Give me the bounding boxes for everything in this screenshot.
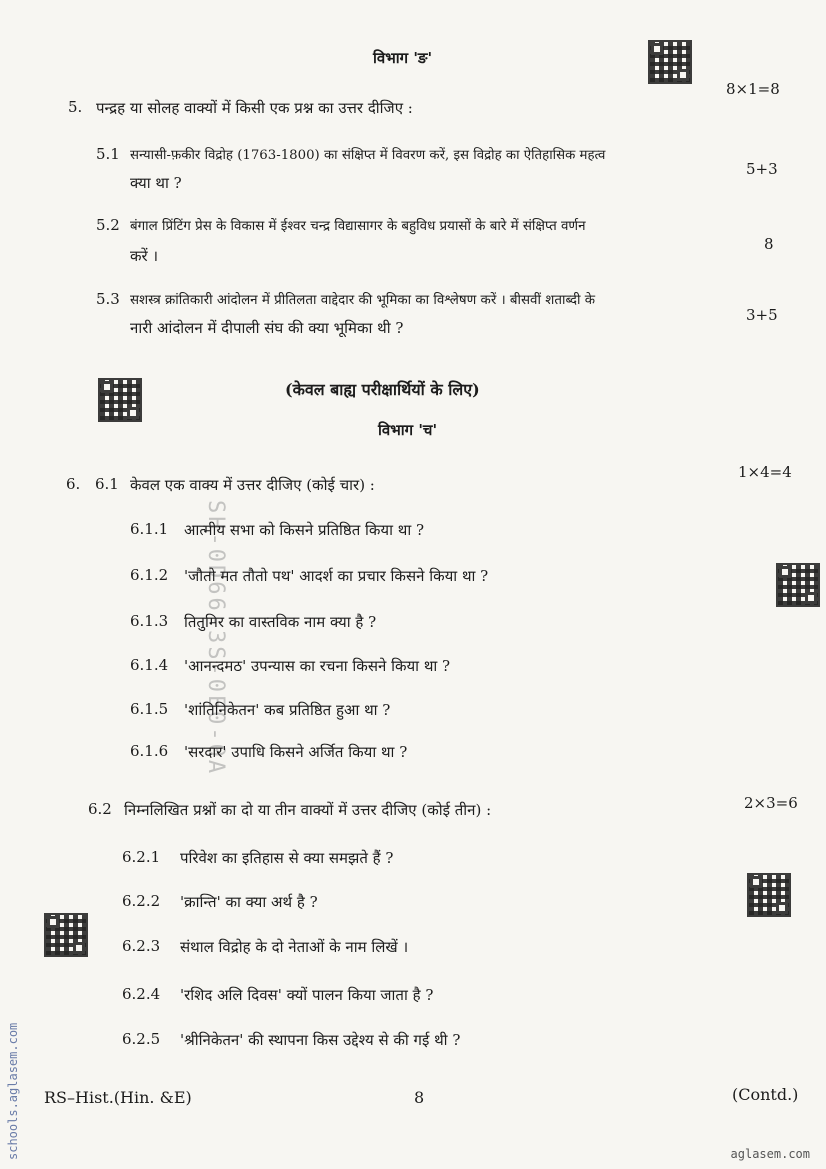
question-5-3-marks: 3+5 [746, 306, 778, 324]
question-6-2-1-number: 6.2.1 [122, 848, 161, 866]
question-6-2-5-number: 6.2.5 [122, 1030, 161, 1048]
question-5-text: पन्द्रह या सोलह वाक्यों में किसी एक प्रश्न का उत्तर दीजिए : [96, 99, 413, 117]
question-6-1-3-text: तितुमिर का वास्तविक नाम क्या है ? [184, 613, 377, 631]
question-5-1-line2: क्या था ? [130, 174, 182, 192]
question-6-2-1-text: परिवेश का इतिहास से क्या समझते हैं ? [180, 849, 394, 867]
question-6-2-4-number: 6.2.4 [122, 985, 161, 1003]
question-6-number: 6. [66, 475, 81, 493]
question-6-2-2-text: 'क्रान्ति' का क्या अर्थ है ? [180, 893, 318, 911]
question-6-2-marks: 2×3=6 [744, 794, 798, 812]
question-6-1-marks: 1×4=4 [738, 463, 792, 481]
question-5-2-marks: 8 [764, 235, 774, 253]
question-5-2-line1: बंगाल प्रिंटिंग प्रेस के विकास में ईश्वर चन्द्र विद्यासागर के बहुविध प्रयासों के बारे में संक्षिप्त वर्णन [130, 219, 586, 234]
question-6-2-2-number: 6.2.2 [122, 892, 161, 910]
qr-code-section-e-left [98, 378, 142, 422]
question-6-2-5-text: 'श्रीनिकेतन' की स्थापना किस उद्देश्य से की गई थी ? [180, 1031, 461, 1049]
question-6-1-number: 6.1 [95, 475, 119, 493]
question-5-1-number: 5.1 [96, 145, 120, 163]
question-5-number: 5. [68, 98, 83, 116]
section-e-heading: विभाग 'च' [378, 421, 438, 439]
bottom-url-text: aglasem.com [730, 1147, 810, 1161]
side-url-text: schools.aglasem.com [6, 1022, 20, 1160]
question-6-2-4-text: 'रशिद अलि दिवस' क्यों पालन किया जाता है ? [180, 986, 434, 1004]
question-6-1-6-text: 'सरदार' उपाधि किसने अर्जित किया था ? [184, 743, 408, 761]
question-6-1-4-text: 'आनन्दमठ' उपन्यास का रचना किसने किया था ? [184, 657, 451, 675]
question-5-2-line2: करें । [130, 247, 159, 265]
question-6-1-text: केवल एक वाक्य में उत्तर दीजिए (कोई चार) : [130, 476, 375, 494]
question-6-1-1-number: 6.1.1 [130, 520, 169, 538]
external-candidates-note: (केवल बाह्य परीक्षार्थियों के लिए) [285, 380, 480, 399]
watermark-text: SH-0D66-3S-0E0-0A [203, 500, 228, 777]
question-5-1-marks: 5+3 [746, 160, 778, 178]
page-number: 8 [414, 1088, 425, 1107]
question-6-1-3-number: 6.1.3 [130, 612, 169, 630]
question-6-1-5-text: 'शांतिनिकेतन' कब प्रतिष्ठित हुआ था ? [184, 701, 391, 719]
question-6-1-6-number: 6.1.6 [130, 742, 169, 760]
question-5-3-number: 5.3 [96, 290, 120, 308]
question-6-2-3-text: संथाल विद्रोह के दो नेताओं के नाम लिखें । [180, 938, 409, 956]
question-6-1-1-text: आत्मीय सभा को किसने प्रतिष्ठित किया था ? [184, 521, 425, 539]
question-5-1-line1: सन्यासी-फ़कीर विद्रोह (1763-1800) का संक्षिप्त में विवरण करें, इस विद्रोह का ऐतिहासिक महत्व [130, 148, 606, 163]
qr-code-right-lower [747, 873, 791, 917]
question-6-1-4-number: 6.1.4 [130, 656, 169, 674]
section-d-heading: विभाग 'ङ' [373, 49, 433, 67]
question-6-1-2-number: 6.1.2 [130, 566, 169, 584]
question-5-2-number: 5.2 [96, 216, 120, 234]
qr-code-right-middle [776, 563, 820, 607]
question-6-2-3-number: 6.2.3 [122, 937, 161, 955]
qr-code-top-right [648, 40, 692, 84]
section-d-marks: 8×1=8 [726, 80, 780, 98]
question-6-1-5-number: 6.1.5 [130, 700, 169, 718]
paper-code: RS–Hist.(Hin. &E) [44, 1088, 192, 1107]
question-6-2-text: निम्नलिखित प्रश्नों का दो या तीन वाक्यों में उत्तर दीजिए (कोई तीन) : [124, 801, 492, 819]
question-5-3-line1: सशस्त्र क्रांतिकारी आंदोलन में प्रीतिलता वाद्देदार की भूमिका का विश्लेषण करें । बीसवीं शताब्दी के [130, 293, 596, 308]
qr-code-left-lower [44, 913, 88, 957]
question-6-1-2-text: 'जौतो मत तौतो पथ' आदर्श का प्रचार किसने किया था ? [184, 567, 489, 585]
continued-label: (Contd.) [732, 1085, 799, 1104]
question-6-2-number: 6.2 [88, 800, 112, 818]
question-5-3-line2: नारी आंदोलन में दीपाली संघ की क्या भूमिका थी ? [130, 319, 404, 337]
